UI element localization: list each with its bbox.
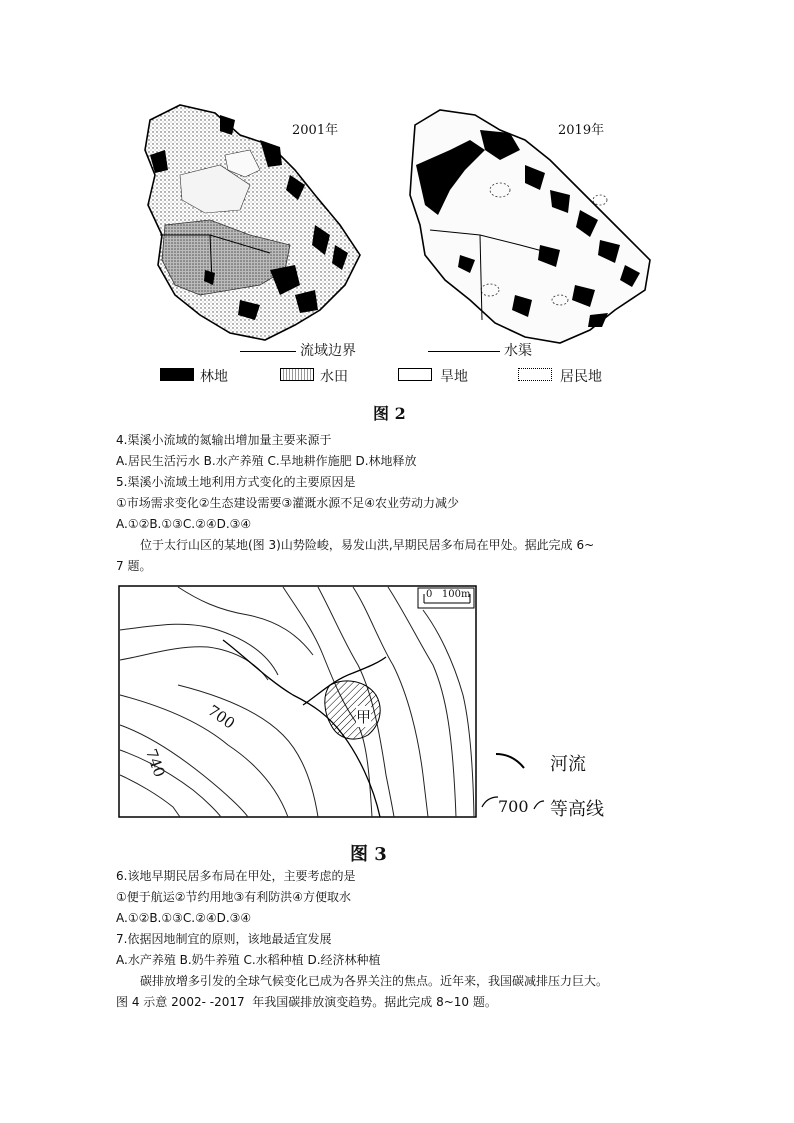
question-5: 5.渠溪小流域土地利用方式变化的主要原因是	[116, 475, 356, 489]
question-5-items: ①市场需求变化②生态建设需要③灌溉水源不足④农业劳动力减少	[116, 496, 460, 510]
figure3-contour-map	[118, 585, 478, 819]
passage-intro-line2: 7 题。	[116, 559, 152, 573]
legend-paddy-label: 水田	[320, 369, 348, 385]
question-4-options: A.居民生活污水 B.水产养殖 C.旱地耕作施肥 D.林地释放	[116, 454, 417, 468]
scale-bar-label: 0 100m	[426, 589, 471, 600]
question-6-options: A.①②B.①③C.②④D.③④	[116, 911, 252, 925]
question-5-options: A.①②B.①③C.②④D.③④	[116, 517, 252, 531]
legend-forest-label: 林地	[200, 369, 228, 385]
legend-residential-label: 居民地	[560, 369, 602, 385]
map-2001	[145, 105, 360, 340]
legend-forest-swatch	[160, 368, 194, 381]
legend-contour-symbol	[480, 795, 500, 811]
question-4: 4.渠溪小流域的氮输出增加量主要来源于	[116, 433, 332, 447]
legend-river-label: 河流	[550, 754, 586, 775]
contour-label-740: 740	[141, 746, 169, 780]
passage-carbon-line1: 碳排放增多引发的全球气候变化已成为各界关注的焦点。近年来，我国碳减排压力巨大。	[140, 974, 609, 988]
legend-residential-swatch	[518, 368, 552, 381]
map-2019	[410, 110, 650, 343]
question-6: 6.该地早期民居多布局在甲处，主要考虑的是	[116, 869, 356, 883]
figure2-caption: 图 2	[373, 404, 406, 423]
question-6-items: ①便于航运②节约用地③有利防洪④方便取水	[116, 890, 352, 904]
contour-label-700: 700	[204, 701, 239, 733]
map-year-2001: 2001年	[292, 123, 339, 138]
passage-intro-line1: 位于太行山区的某地(图 3)山势险峻，易发山洪,早期民居多布局在甲处。据此完成 6~	[140, 538, 595, 552]
legend-boundary-line	[240, 351, 296, 352]
legend-contour-symbol-right	[532, 797, 546, 813]
site-jia-label: 甲	[356, 708, 372, 726]
passage-carbon-line2: 图 4 示意 2002- -2017 年我国碳排放演变趋势。据此完成 8~10 题。	[116, 995, 497, 1009]
legend-paddy-swatch	[280, 368, 314, 381]
legend-boundary-label: 流域边界	[300, 343, 356, 359]
legend-canal-label: 水渠	[504, 343, 532, 359]
legend-dryland-label: 旱地	[440, 369, 468, 385]
figure3-caption: 图 3	[350, 844, 387, 865]
legend-river-symbol	[494, 750, 526, 772]
question-7: 7.依据因地制宜的原则，该地最适宜发展	[116, 932, 332, 946]
legend-contour-label: 等高线	[550, 799, 604, 820]
legend-dryland-swatch	[398, 368, 432, 381]
legend-canal-line	[428, 351, 500, 352]
legend-contour-value: 700	[498, 797, 529, 816]
map-year-2019: 2019年	[558, 123, 605, 138]
question-7-options: A.水产养殖 B.奶牛养殖 C.水稻种植 D.经济林种植	[116, 953, 381, 967]
